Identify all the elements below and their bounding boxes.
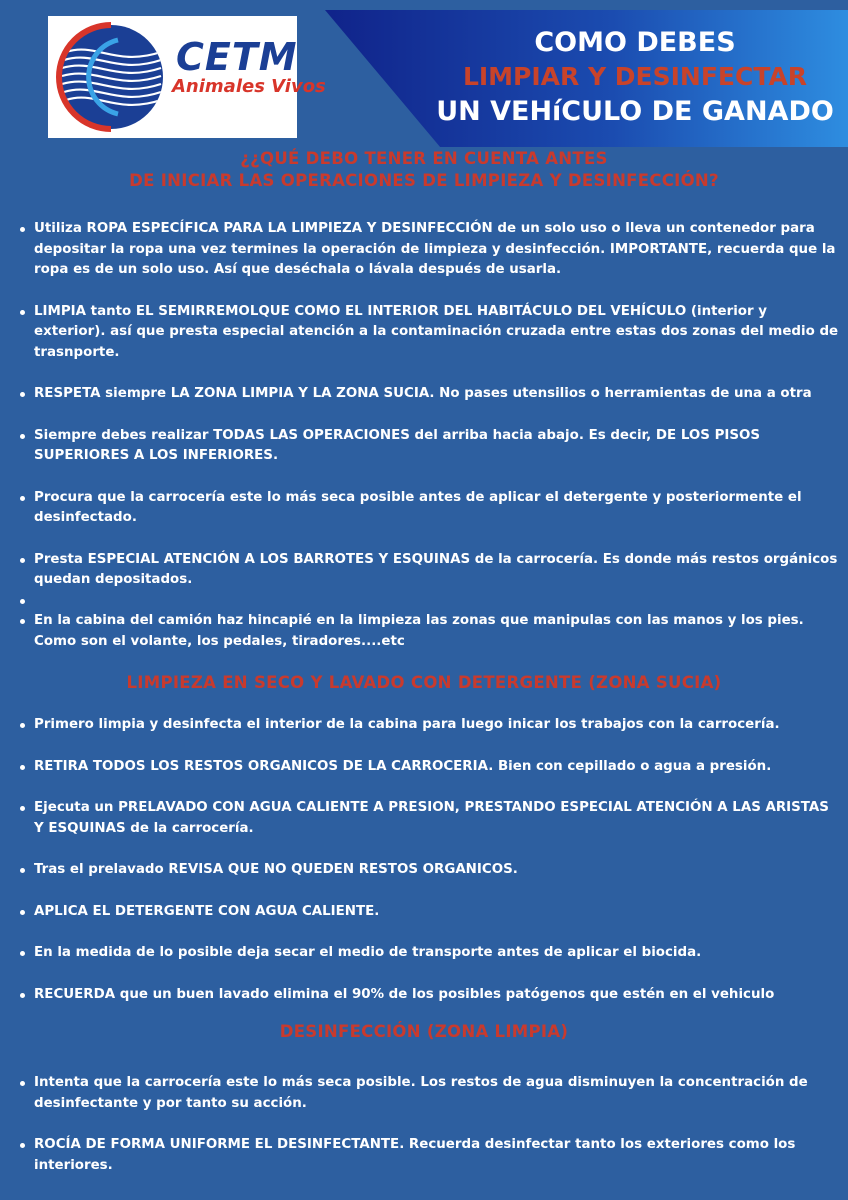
list-item: Siempre debes realizar TODAS LAS OPERACIONES del arriba hacia abajo. Es decir, DE LOS PISOS SUPERIORES A LOS INFERIORES. — [0, 426, 848, 467]
list-item: APLICA EL DETERGENTE CON AGUA CALIENTE. — [0, 902, 848, 923]
section1-heading — [0, 148, 848, 192]
cetm-logo — [48, 16, 326, 138]
list-item: RETIRA TODOS LOS RESTOS ORGANICOS DE LA CARROCERIA. Bien con cepillado o agua a presión. — [0, 757, 848, 778]
section1-list — [0, 219, 848, 652]
list-item: Primero limpia y desinfecta el interior de la cabina para luego inicar los trabajos con la carrocería. — [0, 715, 848, 736]
section2-list — [0, 715, 848, 1005]
title-line-1: COMO DEBES — [534, 27, 736, 58]
title-line-3: UN VEHíCULO DE GANADO — [436, 96, 834, 127]
section2-heading: LIMPIEZA EN SECO Y LAVADO CON DETERGENTE (ZONA SUCIA) — [126, 673, 722, 692]
list-item: En la cabina del camión haz hincapié en la limpieza las zonas que manipulas con las manos y los pies. Como son el volante, los pedales, tiradores....etc — [0, 611, 848, 652]
title-line-2: LIMPIAR Y DESINFECTAR — [462, 62, 808, 91]
list-item: Intenta que la carrocería este lo más seca posible. Los restos de agua disminuyen la concentración de desinfectante y por tanto su acción. — [0, 1073, 848, 1114]
section3-list — [0, 1073, 848, 1176]
list-item: LIMPIA tanto EL SEMIRREMOLQUE COMO EL INTERIOR DEL HABITÁCULO DEL VEHÍCULO (interior y exterior). así que presta especial atención a la contaminación cruzada entre estas dos zonas del medio de trasnporte. — [0, 302, 848, 364]
section3-heading: DESINFECCIÓN (ZONA LIMPIA) — [279, 1022, 569, 1041]
section1-heading-line1: ¿¿QUÉ DEBO TENER EN CUENTA ANTES — [240, 149, 608, 168]
list-item: Ejecuta un PRELAVADO CON AGUA CALIENTE A PRESION, PRESTANDO ESPECIAL ATENCIÓN A LAS ARISTAS Y ESQUINAS de la carrocería. — [0, 798, 848, 839]
list-item: Procura que la carrocería este lo más seca posible antes de aplicar el detergente y posteriormente el desinfectado. — [0, 488, 848, 529]
list-item: Utiliza ROPA ESPECÍFICA PARA LA LIMPIEZA Y DESINFECCIÓN de un solo uso o lleva un contenedor para depositar la ropa una vez termines la operación de limpieza y desinfección. IMPORTANTE, recuerda que la ropa es de un solo uso. Así que deséchala o lávala después de usarla. — [0, 219, 848, 281]
list-item: Presta ESPECIAL ATENCIÓN A LOS BARROTES Y ESQUINAS de la carrocería. Es donde más restos orgánicos quedan depositados. — [0, 550, 848, 591]
list-item: RESPETA siempre LA ZONA LIMPIA Y LA ZONA SUCIA. No pases utensilios o herramientas de una a otra — [0, 384, 848, 405]
section1-heading-line2: DE INICIAR LAS OPERACIONES DE LIMPIEZA Y DESINFECCIÓN? — [129, 171, 719, 190]
list-item: RECUERDA que un buen lavado elimina el 90% de los posibles patógenos que estén en el vehiculo — [0, 985, 848, 1006]
logo-brand: CETM — [176, 35, 298, 79]
list-item: ROCÍA DE FORMA UNIFORME EL DESINFECTANTE. Recuerda desinfectar tanto los exteriores como los interiores. — [0, 1135, 848, 1176]
logo-subtitle: Animales Vivos — [172, 76, 326, 97]
list-item: Tras el prelavado REVISA QUE NO QUEDEN RESTOS ORGANICOS. — [0, 860, 848, 881]
list-item: En la medida de lo posible deja secar el medio de transporte antes de aplicar el biocida. — [0, 943, 848, 964]
cetm-swirl-icon — [56, 22, 166, 132]
list-item-empty — [0, 591, 848, 612]
